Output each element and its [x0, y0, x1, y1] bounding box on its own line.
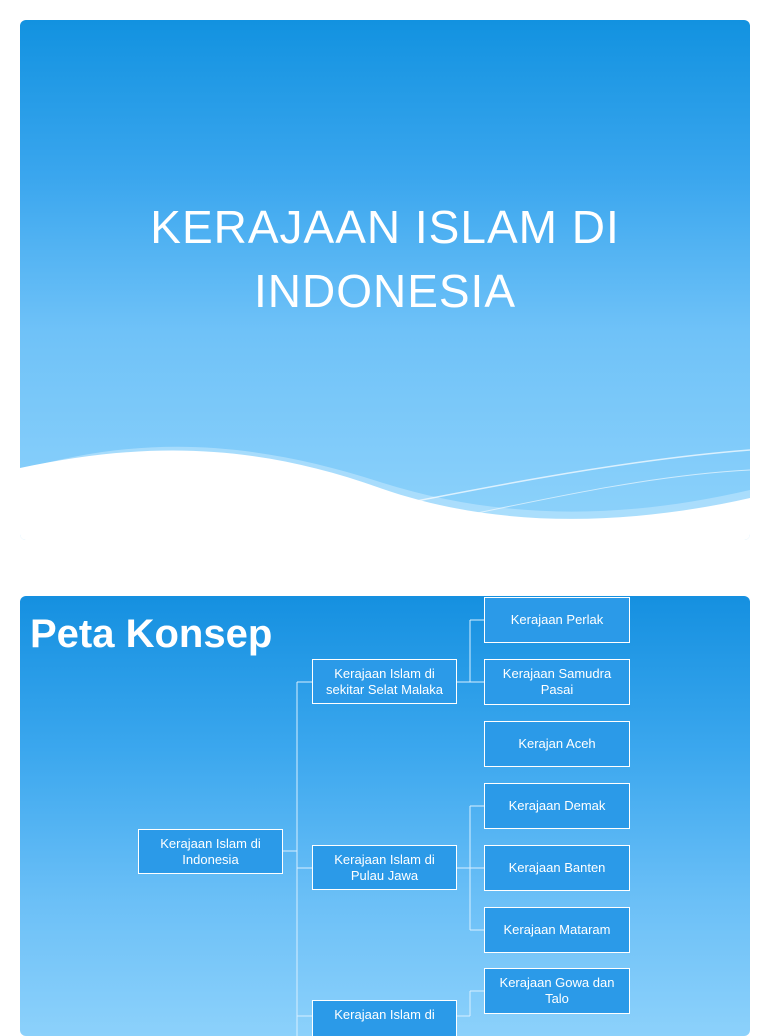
group-node-third: Kerajaan Islam di	[312, 1000, 457, 1036]
concept-map-slide	[20, 596, 750, 1036]
child-node-samudra-pasai: Kerajaan Samudra Pasai	[484, 659, 630, 705]
child-node-mataram: Kerajaan Mataram	[484, 907, 630, 953]
group-node-selat-malaka: Kerajaan Islam di sekitar Selat Malaka	[312, 659, 457, 704]
child-node-banten: Kerajaan Banten	[484, 845, 630, 891]
title-line-2: INDONESIA	[253, 265, 517, 317]
title-slide	[20, 20, 750, 540]
title-line-1: KERAJAAN ISLAM DI	[150, 201, 620, 253]
child-node-aceh: Kerajan Aceh	[484, 721, 630, 767]
child-node-demak: Kerajaan Demak	[484, 783, 630, 829]
slide-heading: Peta Konsep	[30, 612, 273, 656]
root-node: Kerajaan Islam di Indonesia	[138, 829, 283, 874]
group-node-pulau-jawa: Kerajaan Islam di Pulau Jawa	[312, 845, 457, 890]
child-node-gowa-talo: Kerajaan Gowa dan Talo	[484, 968, 630, 1014]
child-node-perlak: Kerajaan Perlak	[484, 597, 630, 643]
slide-title	[20, 195, 750, 323]
